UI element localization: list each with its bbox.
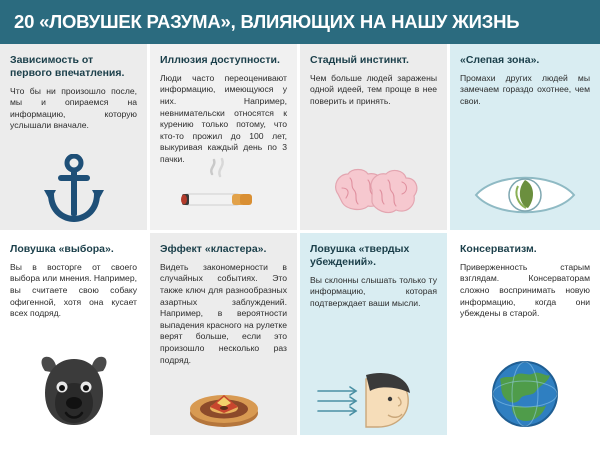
anchor-icon [0,150,147,224]
card-blind-spot [450,44,600,233]
card-body: Чем больше людей заражены одной идеей, тем проще в нее поверить и принять. [310,72,437,106]
card-availability [150,44,300,233]
page-title: 20 «ЛОВУШЕК РАЗУМА», ВЛИЯЮЩИХ НА НАШУ ЖИЗНЬ [14,11,520,32]
header-bar [0,0,600,44]
card-title: Ловушка «твердых убеждений». [310,243,410,268]
card-anchoring [0,44,150,233]
card-title: «Слепая зона». [460,54,540,66]
cigarette-icon [150,150,297,224]
brain-icon [300,150,447,224]
card-body: Видеть закономерности в случайных событиях. Это также ключ для разнообразных азартных заблуждений. Например, в вероятности выпадения красного на рулетке верят больше, если это произошло несколько раз подряд. [160,261,287,365]
card-conservatism [450,233,600,438]
card-cluster-effect [150,233,300,438]
card-body: Вы склонны слышать только ту информацию, которая подтверждает ваши мысли. [310,274,437,308]
card-body: Вы в восторге от своего выбора или мнения. Например, вы считаете свою собаку офигенной, хотя она кусает всех подряд. [10,261,137,319]
card-title: Зависимость от первого впечатления. [10,54,125,79]
card-choice-trap [0,233,150,438]
card-title: Иллюзия доступности. [160,54,280,66]
card-title: Эффект «кластера». [160,243,267,255]
cards-grid [0,44,600,438]
roulette-icon [150,355,297,429]
card-body: Приверженность старым взглядам. Консерваторам сложно воспринимать новую информацию, когда они убеждены в старой. [460,261,590,319]
card-title: Ловушка «выбора». [10,243,114,255]
globe-icon [450,355,600,429]
head-arrows-icon [300,355,447,429]
card-body: Промахи других людей мы замечаем гораздо охотнее, чем свои. [460,72,590,106]
dog-icon [0,355,147,429]
card-body: Люди часто переоценивают информацию, имеющуюся у них. Например, невнимательски относятся к курению только потому, что кто-то прожил до 100 лет, выкуривая каждый день по 3 пачки. [160,72,287,164]
card-firm-beliefs [300,233,450,438]
card-title: Консерватизм. [460,243,537,255]
eye-icon [450,150,600,224]
card-title: Стадный инстинкт. [310,54,409,66]
card-body: Что бы ни произошло после, мы и опираемся на информацию, которую услышали вначале. [10,85,137,131]
card-herd-instinct [300,44,450,233]
